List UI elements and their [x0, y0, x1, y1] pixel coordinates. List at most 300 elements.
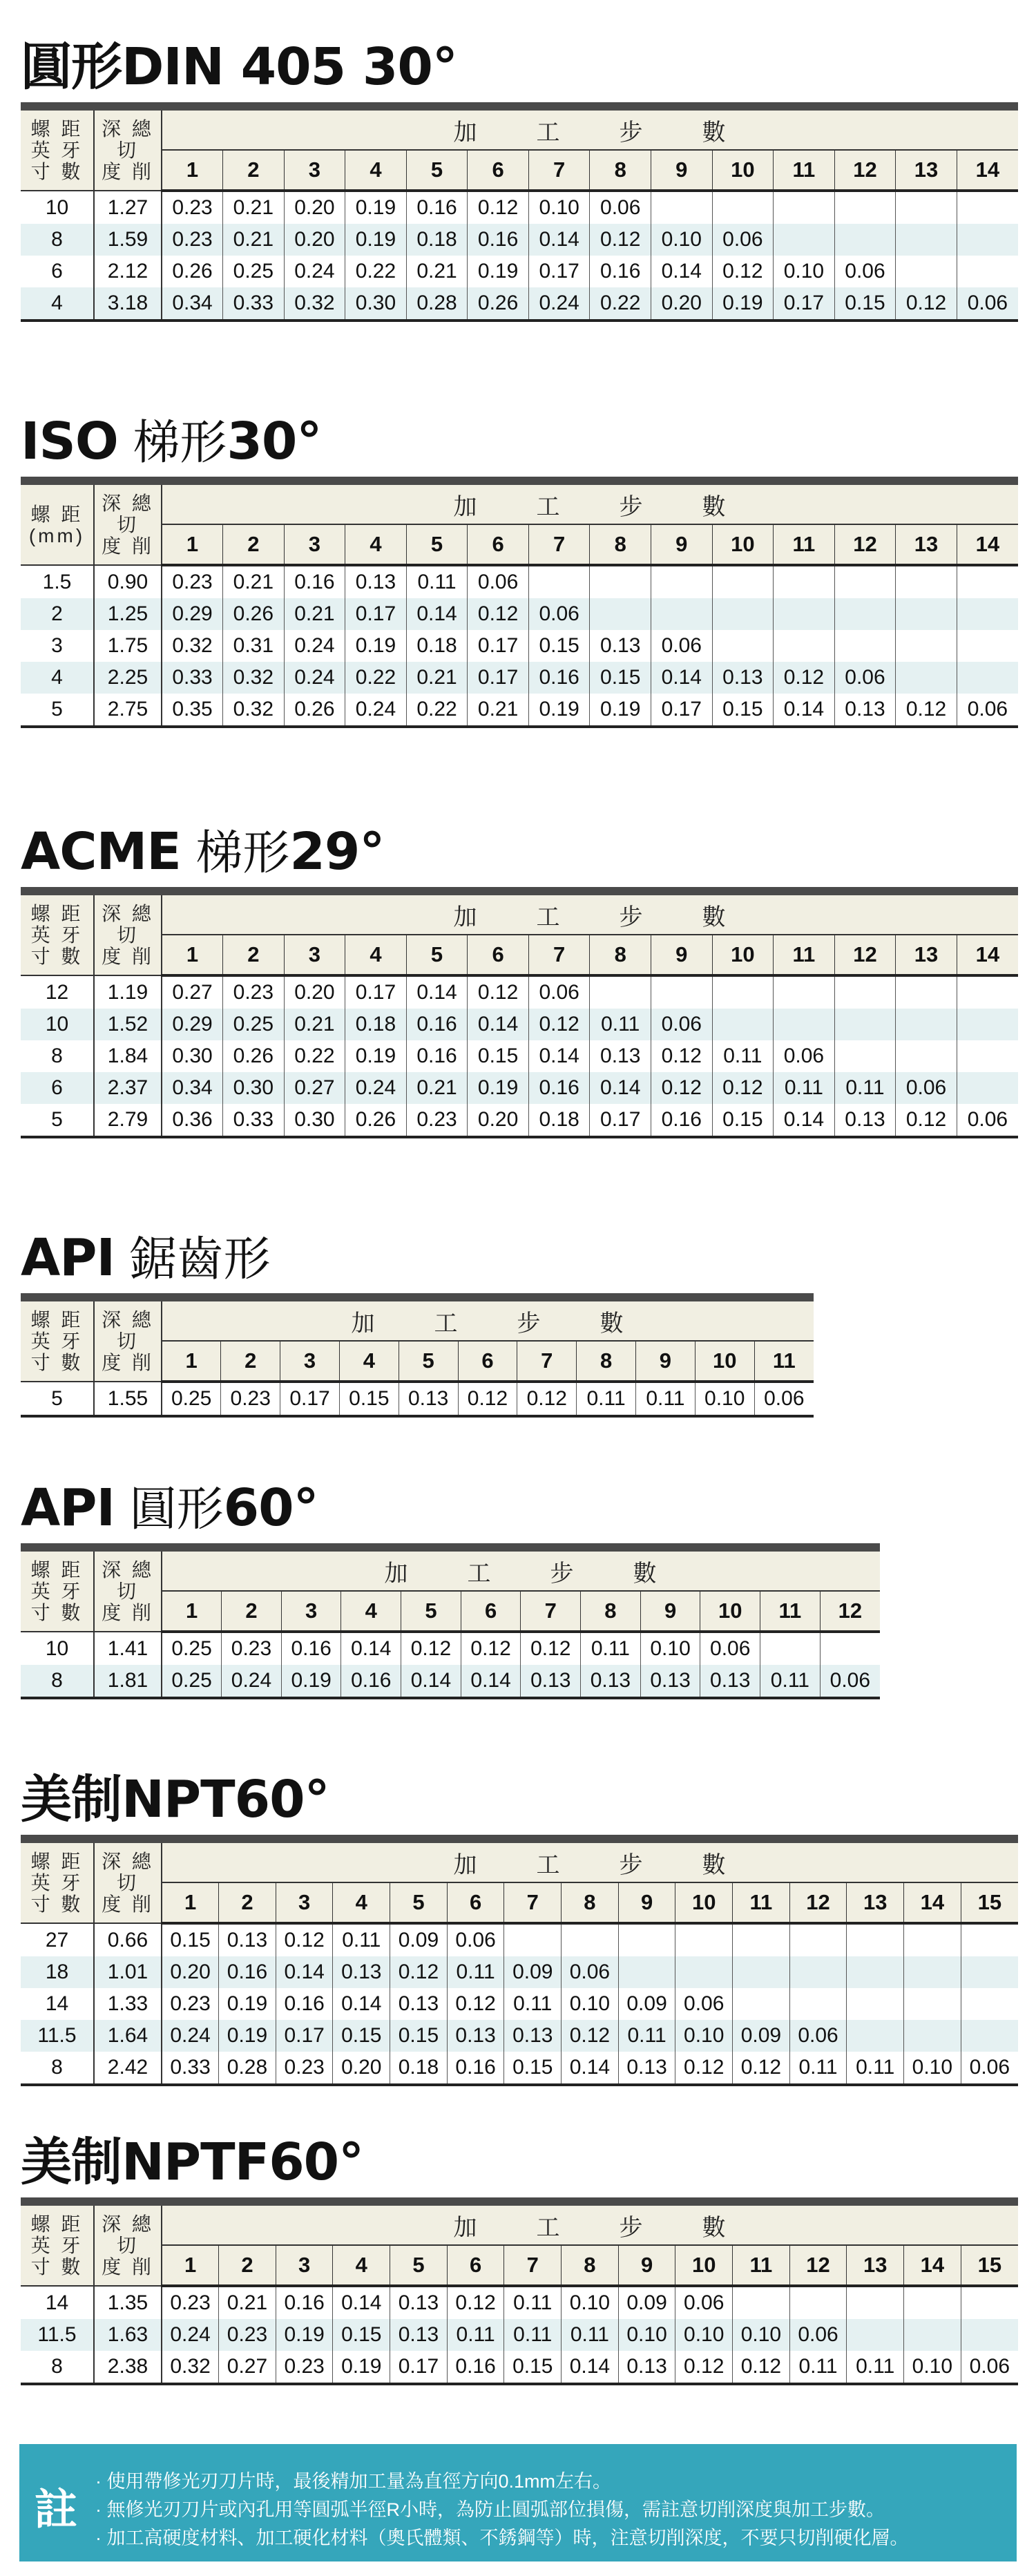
step-number: 10: [712, 150, 774, 191]
step-value-cell: 0.11: [562, 2319, 619, 2351]
table-section-din405: [21, 36, 1018, 322]
step-value-cell: [957, 662, 1018, 694]
data-table: [21, 102, 1018, 322]
step-value-cell: [957, 975, 1018, 1009]
steps-header: [162, 1301, 814, 1341]
step-number: 9: [651, 150, 713, 191]
step-value-cell: [957, 256, 1018, 287]
step-value-cell: 0.12: [468, 598, 529, 630]
step-value-cell: 0.16: [406, 191, 468, 224]
step-number: 4: [341, 1591, 401, 1632]
step-value-cell: 0.24: [222, 1665, 282, 1698]
step-value-cell: 0.32: [223, 662, 285, 694]
step-value-cell: 0.35: [162, 694, 223, 727]
step-value-cell: 0.16: [590, 256, 651, 287]
step-number: 8: [590, 935, 651, 975]
step-value-cell: 0.12: [712, 1072, 774, 1104]
step-value-cell: 0.13: [834, 694, 896, 727]
step-value-cell: [789, 1988, 847, 2020]
step-value-cell: 0.20: [162, 1956, 219, 1988]
step-value-cell: 0.19: [345, 191, 407, 224]
step-value-cell: 0.13: [390, 2286, 448, 2319]
step-number: 7: [528, 150, 590, 191]
step-value-cell: [896, 975, 957, 1009]
step-value-cell: 0.06: [528, 598, 590, 630]
steps-header-char: 數: [702, 904, 727, 931]
step-value-cell: [528, 565, 590, 598]
step-value-cell: 0.13: [504, 2020, 562, 2052]
step-value-cell: 0.14: [406, 598, 468, 630]
step-value-cell: 0.23: [219, 2319, 276, 2351]
step-value-cell: 0.19: [468, 256, 529, 287]
table-top-bar: [21, 1835, 1018, 1843]
steps-header-char: 加: [453, 2214, 479, 2241]
steps-header: [162, 111, 1018, 150]
step-number: 2: [222, 1591, 282, 1632]
header-row: [21, 485, 1018, 524]
pitch-cell: 6: [51, 260, 63, 283]
steps-header-char: 工: [536, 493, 562, 520]
step-value-cell: [675, 1956, 733, 1988]
table-top-bar: [21, 477, 1018, 485]
step-value-cell: 0.33: [162, 662, 223, 694]
step-value-cell: 0.11: [789, 2351, 847, 2384]
step-value-cell: 0.19: [345, 224, 407, 256]
step-number: 3: [280, 1341, 340, 1382]
step-value-cell: 0.12: [276, 1923, 333, 1956]
step-value-cell: 0.19: [345, 1040, 407, 1072]
step-value-cell: 0.16: [276, 2286, 333, 2319]
steps-header: [162, 895, 1018, 935]
step-value-cell: 0.12: [733, 2351, 790, 2384]
step-value-cell: 0.16: [528, 1072, 590, 1104]
table-row: [21, 565, 1018, 598]
pitch-cell: 8: [21, 1665, 94, 1698]
step-value-cell: 0.25: [162, 1382, 221, 1416]
step-value-cell: 0.14: [461, 1665, 521, 1698]
step-value-cell: 0.11: [760, 1665, 821, 1698]
step-value-cell: 0.11: [789, 2052, 847, 2085]
depth-cell: 0.66: [94, 1923, 162, 1956]
table-row: [21, 287, 1018, 321]
steps-header-char: 步: [619, 904, 644, 931]
table-row: [21, 1072, 1018, 1104]
pitch-cell: 4: [21, 662, 94, 694]
step-value-cell: 0.32: [223, 694, 285, 727]
step-value-cell: 0.10: [733, 2319, 790, 2351]
step-value-cell: [712, 598, 774, 630]
step-number: 11: [774, 150, 835, 191]
step-value-cell: 0.13: [447, 2020, 504, 2052]
step-value-cell: 0.27: [219, 2351, 276, 2384]
section-title-prefix: 美制: [21, 2133, 122, 2192]
section-title-main: NPTF60°: [122, 2133, 364, 2192]
step-number: 9: [618, 1882, 675, 1923]
step-value-cell: [904, 2020, 961, 2052]
step-value-cell: 0.14: [333, 2286, 390, 2319]
step-value-cell: 0.21: [219, 2286, 276, 2319]
pitch-cell: 5: [21, 1382, 94, 1416]
pitch-cell: 12: [45, 980, 69, 1004]
step-number: 1: [162, 1591, 222, 1632]
step-value-cell: 0.21: [406, 256, 468, 287]
pitch-cell: 8: [21, 224, 94, 256]
step-value-cell: 0.18: [345, 1009, 407, 1040]
step-value-cell: 0.12: [651, 1040, 713, 1072]
depth-cell: 1.52: [94, 1009, 162, 1040]
step-value-cell: 0.06: [468, 565, 529, 598]
steps-header-char: 工: [536, 904, 562, 931]
step-value-cell: 0.15: [712, 1104, 774, 1137]
step-number: 8: [562, 1882, 619, 1923]
step-value-cell: 0.12: [401, 1632, 461, 1665]
step-value-cell: [733, 1923, 790, 1956]
step-value-cell: [847, 2286, 904, 2319]
step-value-cell: 0.32: [162, 2351, 219, 2384]
pitch-cell: 11.5: [21, 2319, 94, 2351]
data-table: [21, 2197, 1018, 2385]
pitch-header: 螺 距 英 牙 寸 數: [21, 895, 94, 975]
step-value-cell: 0.23: [223, 975, 285, 1009]
step-value-cell: 0.21: [223, 191, 285, 224]
step-value-cell: 0.24: [345, 694, 407, 727]
depth-cell: 1.01: [94, 1956, 162, 1988]
step-value-cell: 0.30: [345, 287, 407, 321]
step-value-cell: 0.16: [447, 2351, 504, 2384]
step-value-cell: [651, 975, 713, 1009]
pitch-cell: 4: [21, 287, 94, 321]
section-title: [21, 36, 1018, 102]
step-number: 5: [401, 1591, 461, 1632]
step-value-cell: 0.33: [223, 1104, 285, 1137]
data-table: [21, 1293, 814, 1418]
step-number: 2: [223, 524, 285, 565]
step-value-cell: 0.13: [333, 1956, 390, 1988]
step-number: 12: [789, 1882, 847, 1923]
header-row: [21, 1301, 814, 1341]
table-row: [21, 224, 1018, 256]
depth-cell: 1.63: [94, 2319, 162, 2351]
step-value-cell: 0.13: [390, 2319, 448, 2351]
depth-cell: 2.12: [94, 256, 162, 287]
step-number: 9: [651, 935, 713, 975]
step-value-cell: [834, 1040, 896, 1072]
step-value-cell: 0.11: [581, 1632, 641, 1665]
steps-header: [162, 2206, 1018, 2245]
step-value-cell: [789, 1956, 847, 1988]
data-table: [21, 887, 1018, 1138]
step-value-cell: 0.14: [774, 1104, 835, 1137]
depth-cell: 2.42: [94, 2052, 162, 2085]
step-number: 10: [695, 1341, 754, 1382]
step-value-cell: 0.24: [284, 662, 345, 694]
step-value-cell: 0.20: [651, 287, 713, 321]
step-value-cell: [834, 630, 896, 662]
data-table: [21, 477, 1018, 728]
steps-header: [162, 1552, 880, 1591]
pitch-cell: 5: [21, 694, 94, 727]
step-value-cell: 0.10: [774, 256, 835, 287]
step-value-cell: 0.20: [284, 191, 345, 224]
step-number: 4: [345, 524, 407, 565]
step-number: 6: [468, 935, 529, 975]
step-value-cell: [562, 1923, 619, 1956]
step-value-cell: 0.10: [618, 2319, 675, 2351]
step-value-cell: 0.26: [468, 287, 529, 321]
step-value-cell: [834, 565, 896, 598]
table-top-bar: [21, 102, 1018, 111]
step-value-cell: 0.19: [528, 694, 590, 727]
step-value-cell: 0.09: [618, 2286, 675, 2319]
step-value-cell: 0.16: [219, 1956, 276, 1988]
step-value-cell: 0.14: [651, 662, 713, 694]
step-value-cell: 0.19: [712, 287, 774, 321]
note-box: [19, 2444, 1017, 2561]
step-number: 10: [700, 1591, 760, 1632]
step-value-cell: 0.11: [504, 2286, 562, 2319]
step-value-cell: 0.15: [390, 2020, 448, 2052]
table-row: [21, 1632, 880, 1665]
step-number: 3: [284, 150, 345, 191]
step-number: 3: [276, 2245, 333, 2286]
step-number: 10: [712, 935, 774, 975]
step-value-cell: 0.29: [162, 1009, 223, 1040]
step-number: 2: [221, 1341, 280, 1382]
step-number: 11: [754, 1341, 814, 1382]
pitch-header: 螺 距 英 牙 寸 數: [21, 2206, 94, 2286]
step-value-cell: 0.17: [345, 975, 407, 1009]
pitch-cell: 5: [21, 1104, 94, 1137]
step-number: 7: [504, 1882, 562, 1923]
step-number: 12: [789, 2245, 847, 2286]
header-row: [21, 111, 1018, 150]
step-number: 9: [640, 1591, 700, 1632]
depth-cell: 1.35: [94, 2286, 162, 2319]
step-value-cell: 0.12: [528, 1009, 590, 1040]
step-number: 1: [162, 1341, 221, 1382]
section-title-prefix: ISO: [21, 412, 118, 471]
pitch-cell: 3: [51, 634, 63, 657]
depth-cell: 1.81: [94, 1665, 162, 1698]
step-value-cell: [896, 565, 957, 598]
step-value-cell: 0.06: [957, 287, 1018, 321]
step-number: 13: [896, 935, 957, 975]
table-row: [21, 2351, 1018, 2384]
depth-header: 深 總 切 度 削: [94, 485, 162, 565]
section-title: [21, 1227, 814, 1293]
step-value-cell: 0.12: [468, 975, 529, 1009]
step-number: 3: [281, 1591, 341, 1632]
step-value-cell: 0.23: [162, 191, 223, 224]
step-number: 6: [458, 1341, 517, 1382]
step-value-cell: 0.14: [528, 224, 590, 256]
step-number: 12: [834, 935, 896, 975]
step-number: 5: [406, 150, 468, 191]
step-number: 1: [162, 524, 223, 565]
step-value-cell: [896, 256, 957, 287]
step-value-cell: 0.21: [468, 694, 529, 727]
step-value-cell: 0.32: [162, 630, 223, 662]
step-value-cell: 0.17: [590, 1104, 651, 1137]
step-value-cell: 0.18: [528, 1104, 590, 1137]
steps-header-char: 步: [619, 119, 644, 146]
step-value-cell: 0.13: [640, 1665, 700, 1698]
section-title: [21, 1768, 1018, 1835]
depth-header: 深 總 切 度 削: [94, 111, 162, 191]
steps-header-char: 步: [619, 2214, 644, 2241]
step-value-cell: 0.13: [618, 2351, 675, 2384]
step-number: 11: [760, 1591, 821, 1632]
step-value-cell: [651, 191, 713, 224]
step-value-cell: [896, 224, 957, 256]
step-value-cell: [590, 598, 651, 630]
step-value-cell: 0.10: [675, 2319, 733, 2351]
step-value-cell: 0.20: [333, 2052, 390, 2085]
step-number: 10: [712, 524, 774, 565]
section-title-main: DIN 405 30°: [122, 37, 457, 97]
step-value-cell: 0.25: [162, 1632, 222, 1665]
step-number: 9: [618, 2245, 675, 2286]
step-value-cell: 0.11: [504, 2319, 562, 2351]
step-number: 11: [733, 2245, 790, 2286]
step-number-row: [21, 1882, 1018, 1923]
depth-cell: 1.25: [94, 598, 162, 630]
step-value-cell: 0.13: [581, 1665, 641, 1698]
section-title-sub: 鋸齒形: [115, 1232, 271, 1287]
table-row: [21, 2319, 1018, 2351]
table-section-api-round: [21, 1477, 880, 1699]
pitch-cell: 8: [21, 2351, 94, 2384]
step-number: 10: [675, 2245, 733, 2286]
step-number-row: [21, 2245, 1018, 2286]
step-value-cell: [847, 2020, 904, 2052]
table-section-nptf: [21, 2131, 1018, 2385]
step-value-cell: 0.12: [390, 1956, 448, 1988]
step-value-cell: 0.17: [276, 2020, 333, 2052]
step-value-cell: [961, 2020, 1018, 2052]
step-value-cell: 0.19: [219, 1988, 276, 2020]
step-value-cell: 0.22: [345, 256, 407, 287]
step-value-cell: [590, 565, 651, 598]
step-number: 4: [345, 935, 407, 975]
step-value-cell: 0.13: [399, 1382, 458, 1416]
step-value-cell: 0.32: [284, 287, 345, 321]
step-number: 5: [399, 1341, 458, 1382]
step-value-cell: [896, 630, 957, 662]
step-number: 14: [957, 935, 1018, 975]
step-number: 8: [590, 150, 651, 191]
step-value-cell: 0.11: [636, 1382, 696, 1416]
step-value-cell: 0.13: [345, 565, 407, 598]
steps-header-char: 工: [536, 1851, 562, 1878]
step-number: 8: [581, 1591, 641, 1632]
step-value-cell: 0.24: [528, 287, 590, 321]
step-value-cell: 0.12: [521, 1632, 581, 1665]
step-value-cell: 0.23: [221, 1382, 280, 1416]
step-number: 7: [517, 1341, 577, 1382]
note-lines: [95, 2468, 909, 2553]
step-value-cell: 0.23: [162, 1988, 219, 2020]
step-value-cell: 0.10: [904, 2351, 961, 2384]
step-value-cell: 0.22: [590, 287, 651, 321]
step-value-cell: [961, 1956, 1018, 1988]
table-row: [21, 1382, 814, 1416]
step-value-cell: 0.21: [284, 598, 345, 630]
step-value-cell: 0.15: [162, 1923, 219, 1956]
step-value-cell: 0.18: [406, 630, 468, 662]
depth-cell: 3.18: [94, 287, 162, 321]
step-number: 11: [774, 935, 835, 975]
step-number: 6: [461, 1591, 521, 1632]
step-number: 15: [961, 1882, 1018, 1923]
section-title-main: 30°: [227, 412, 322, 471]
step-value-cell: 0.12: [562, 2020, 619, 2052]
step-value-cell: [834, 224, 896, 256]
table-top-bar: [21, 1543, 880, 1552]
step-value-cell: 0.16: [447, 2052, 504, 2085]
steps-header-char: 數: [702, 1851, 727, 1878]
step-value-cell: [712, 630, 774, 662]
step-value-cell: 0.12: [733, 2052, 790, 2085]
step-value-cell: 0.23: [406, 1104, 468, 1137]
step-value-cell: 0.15: [333, 2020, 390, 2052]
pitch-header: 螺 距 英 牙 寸 數: [21, 1843, 94, 1923]
step-value-cell: [957, 630, 1018, 662]
pitch-cell: 11.5: [21, 2020, 94, 2052]
depth-cell: 1.84: [94, 1040, 162, 1072]
step-number: 8: [562, 2245, 619, 2286]
step-value-cell: 0.06: [590, 191, 651, 224]
step-value-cell: 0.20: [468, 1104, 529, 1137]
step-value-cell: 0.12: [896, 694, 957, 727]
step-number: 5: [406, 935, 468, 975]
step-value-cell: 0.21: [406, 662, 468, 694]
step-value-cell: 0.17: [345, 598, 407, 630]
step-number: 15: [961, 2245, 1018, 2286]
steps-header-char: 工: [536, 119, 562, 146]
steps-header-char: 步: [619, 1851, 644, 1878]
table-row: [21, 694, 1018, 727]
step-number: 3: [284, 935, 345, 975]
step-value-cell: 0.12: [447, 1988, 504, 2020]
step-value-cell: 0.19: [468, 1072, 529, 1104]
step-value-cell: 0.11: [504, 1988, 562, 2020]
step-value-cell: 0.09: [390, 1923, 448, 1956]
pitch-cell: 10: [21, 1009, 94, 1040]
step-value-cell: [961, 1923, 1018, 1956]
step-number: 6: [468, 524, 529, 565]
step-value-cell: 0.14: [774, 694, 835, 727]
step-value-cell: 0.21: [223, 224, 285, 256]
depth-cell: 2.75: [94, 694, 162, 727]
pitch-cell: 8: [51, 1044, 63, 1067]
step-number: 6: [447, 2245, 504, 2286]
step-value-cell: [675, 1923, 733, 1956]
step-value-cell: [957, 1072, 1018, 1104]
table-row: [21, 1988, 1018, 2020]
step-value-cell: 0.23: [276, 2351, 333, 2384]
step-value-cell: 0.21: [223, 565, 285, 598]
step-number: 13: [847, 2245, 904, 2286]
step-value-cell: 0.14: [406, 975, 468, 1009]
table-section-iso: [21, 410, 1018, 728]
section-title: [21, 1477, 880, 1543]
step-value-cell: 0.17: [468, 630, 529, 662]
step-value-cell: 0.14: [333, 1988, 390, 2020]
step-value-cell: 0.24: [345, 1072, 407, 1104]
step-value-cell: 0.23: [162, 565, 223, 598]
section-title-main: NPT60°: [122, 1770, 329, 1829]
